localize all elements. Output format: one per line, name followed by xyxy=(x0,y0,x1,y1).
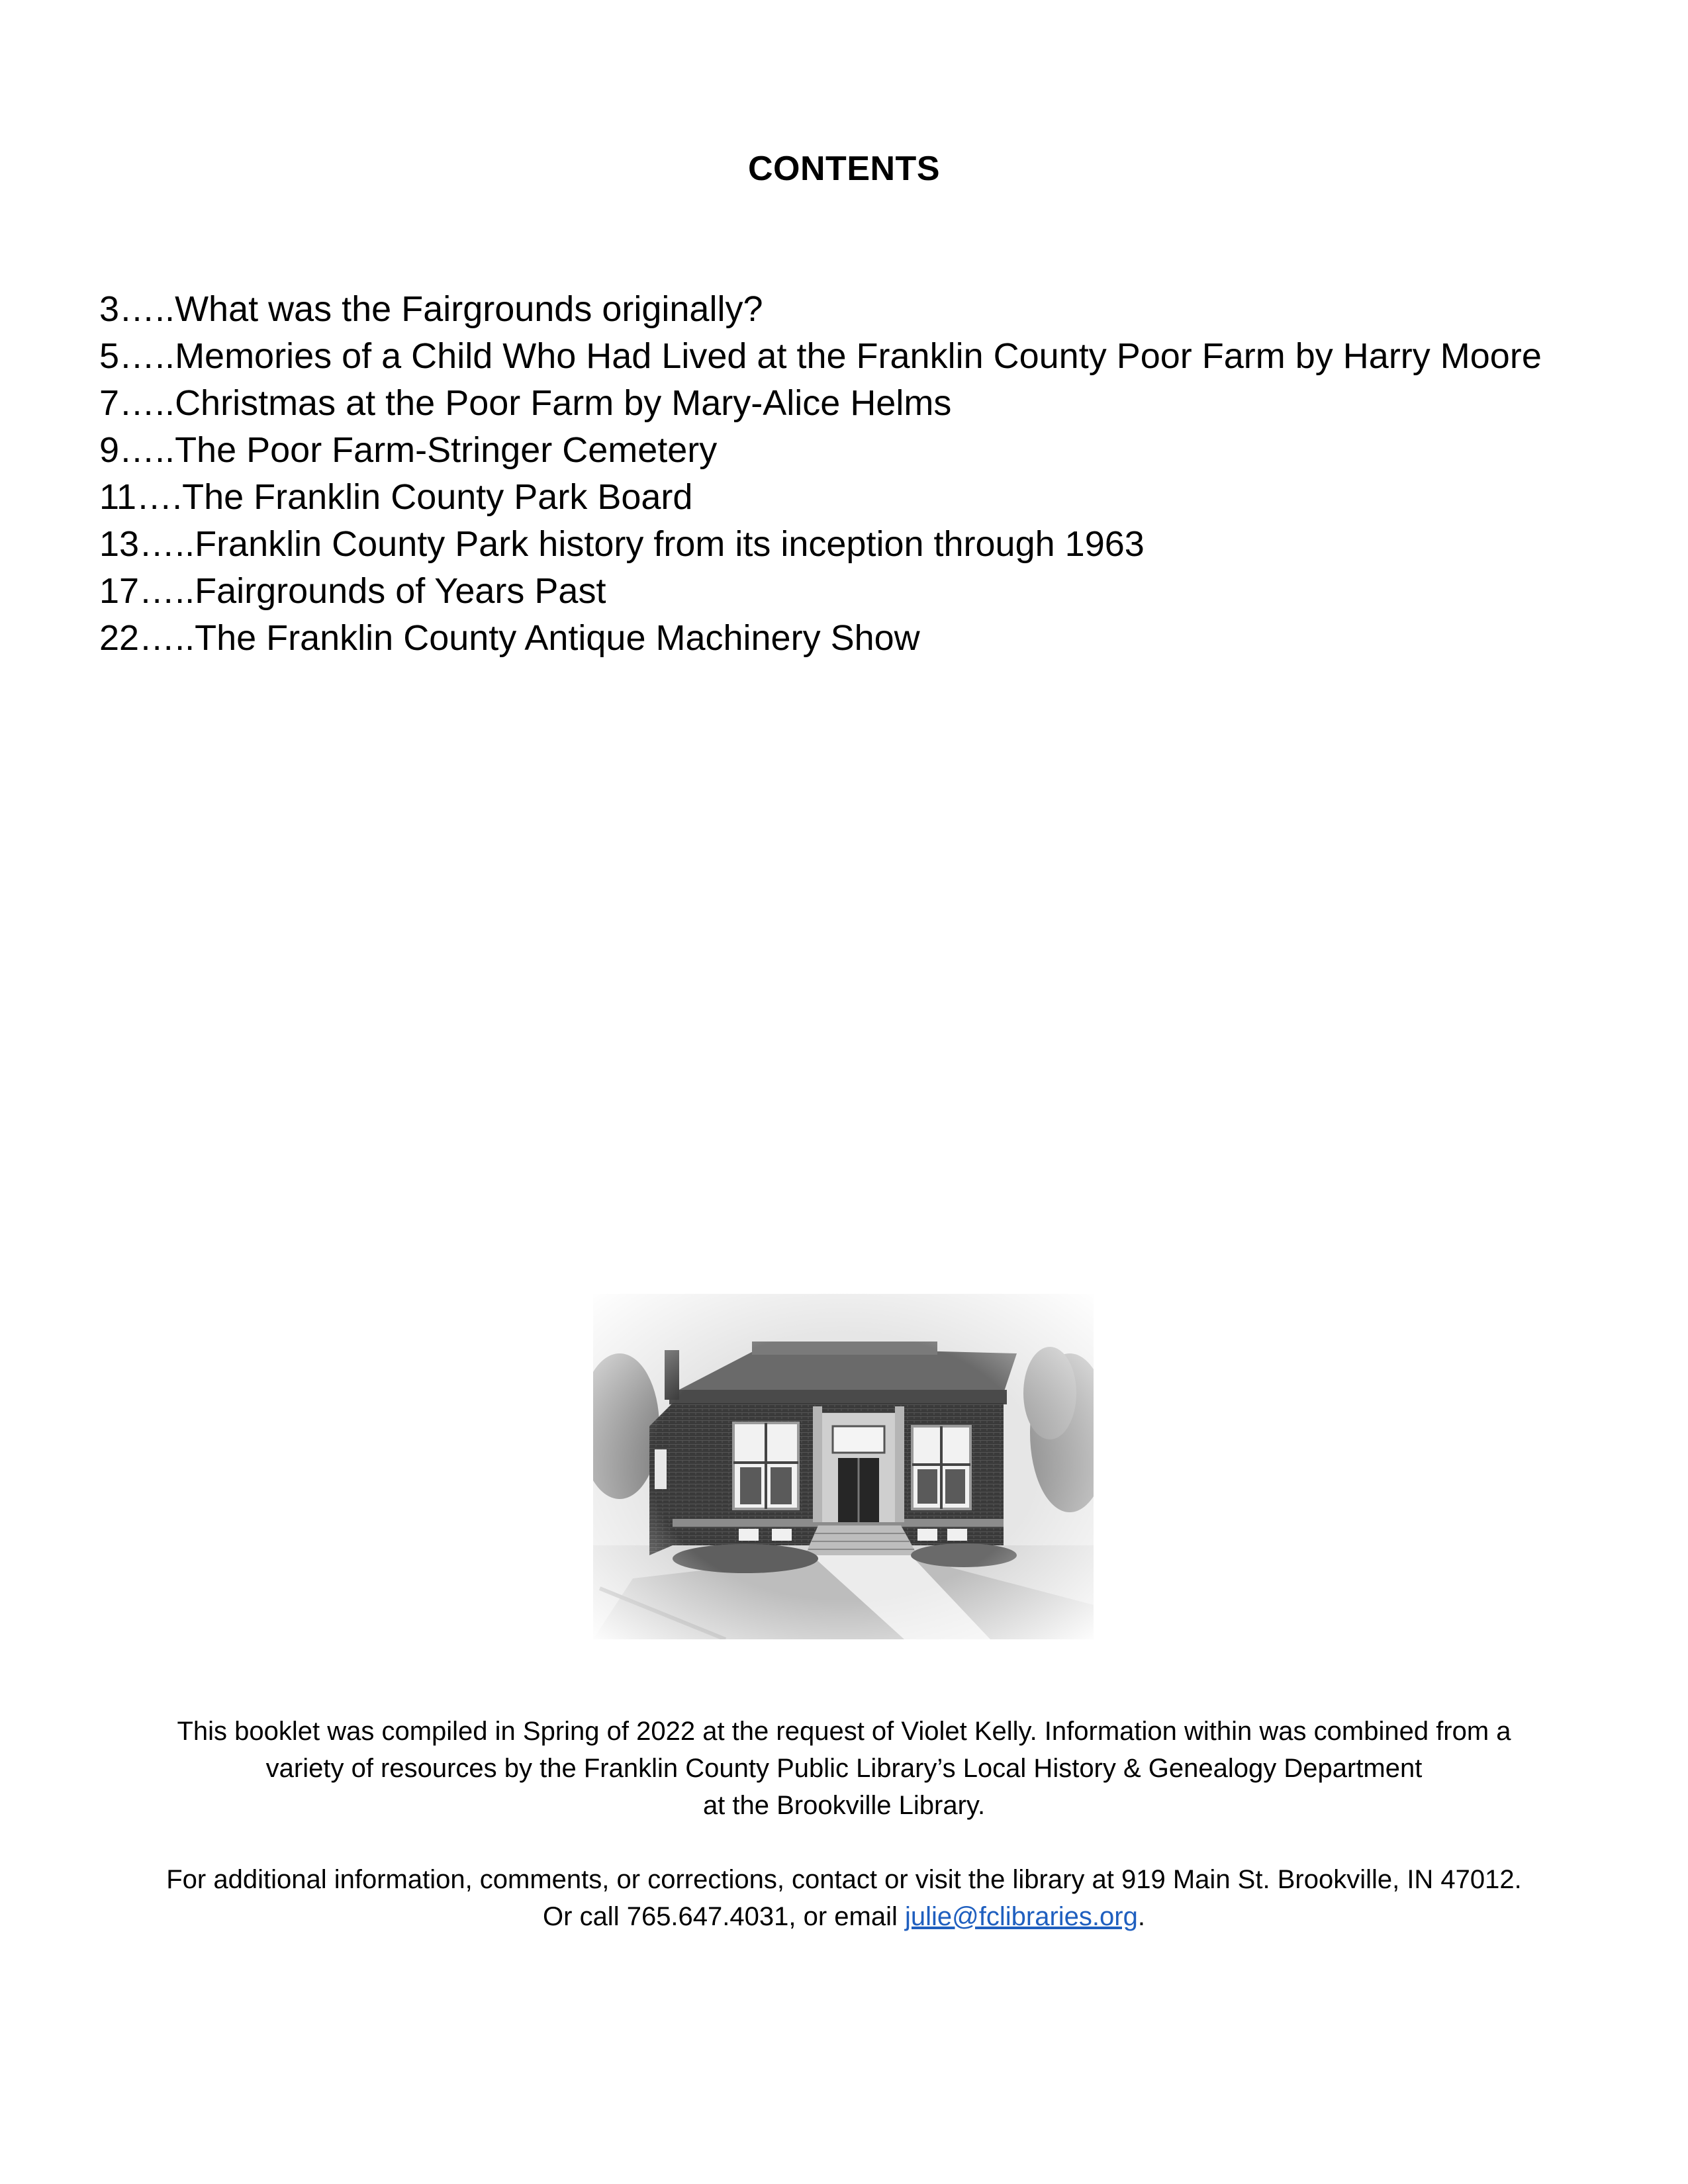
toc-separator: ….. xyxy=(119,336,175,376)
toc-page-number: 13 xyxy=(99,524,140,564)
toc-entry xyxy=(99,427,1622,474)
toc-separator: …. xyxy=(136,477,183,517)
table-of-contents xyxy=(99,286,1622,662)
toc-entry xyxy=(99,333,1622,380)
toc-entry xyxy=(99,380,1622,427)
toc-separator: ….. xyxy=(139,571,195,611)
email-link[interactable]: julie@fclibraries.org xyxy=(905,1902,1138,1931)
contact-phone-line xyxy=(0,1898,1688,1935)
toc-entry-title: What was the Fairgrounds originally? xyxy=(175,289,763,329)
library-building-illustration xyxy=(593,1294,1094,1639)
toc-page-number: 11 xyxy=(99,477,137,517)
contact-address-line: For additional information, comments, or corrections, contact or visit the library at 919 Main St. Brookville, IN 47012. xyxy=(166,1865,1522,1894)
note-line: at the Brookville Library. xyxy=(702,1791,986,1820)
toc-entry xyxy=(99,286,1622,333)
compilation-note xyxy=(0,1713,1688,1824)
contact-info xyxy=(0,1861,1688,1935)
toc-entry xyxy=(99,521,1622,568)
toc-entry-title: The Franklin County Park Board xyxy=(182,477,693,517)
toc-entry-title: The Franklin County Antique Machinery Show xyxy=(195,618,920,658)
note-line: variety of resources by the Franklin County Public Library’s Local History & Genealogy Department xyxy=(265,1754,1423,1783)
toc-separator: ….. xyxy=(139,618,195,658)
toc-separator: ….. xyxy=(119,430,175,470)
toc-entry-title: Fairgrounds of Years Past xyxy=(195,571,606,611)
toc-page-number: 5 xyxy=(99,336,120,376)
contact-period: . xyxy=(1137,1902,1145,1931)
toc-entry xyxy=(99,568,1622,615)
toc-page-number: 22 xyxy=(99,618,140,658)
toc-separator: ….. xyxy=(119,383,175,423)
toc-entry xyxy=(99,615,1622,662)
toc-entry-title: Franklin County Park history from its inception through 1963 xyxy=(195,524,1145,564)
note-line: This booklet was compiled in Spring of 2022 at the request of Violet Kelly. Information within was combined from a xyxy=(177,1717,1511,1746)
library-building-photo xyxy=(593,1294,1094,1639)
contact-phone-text: Or call 765.647.4031, or email xyxy=(543,1902,905,1931)
toc-entry xyxy=(99,474,1622,521)
toc-page-number: 7 xyxy=(99,383,120,423)
toc-page-number: 17 xyxy=(99,571,140,611)
toc-separator: ….. xyxy=(139,524,195,564)
toc-page-number: 3 xyxy=(99,289,120,329)
toc-entry-title: Memories of a Child Who Had Lived at the Franklin County Poor Farm by Harry Moore xyxy=(175,336,1542,376)
toc-separator: ….. xyxy=(119,289,175,329)
toc-entry-title: Christmas at the Poor Farm by Mary-Alice Helms xyxy=(175,383,952,423)
toc-entry-title: The Poor Farm-Stringer Cemetery xyxy=(175,430,718,470)
page-title: CONTENTS xyxy=(748,150,940,188)
toc-page-number: 9 xyxy=(99,430,120,470)
